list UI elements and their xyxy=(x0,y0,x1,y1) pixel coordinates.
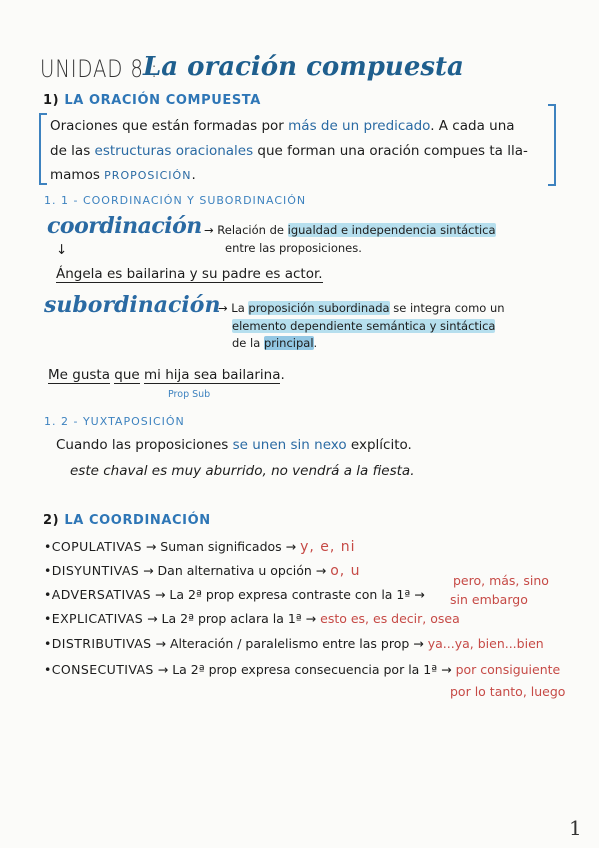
coord-item-explicativas: •EXPLICATIVAS → La 2ª prop aclara la 1ª → esto es, es decir, osea xyxy=(44,611,460,626)
def-line-2: de las estructuras oracionales que forman una oración compues ta lla- xyxy=(50,143,528,159)
coord-item-consecutivas: •CONSECUTIVAS → La 2ª prop expresa consecuencia por la 1ª → por consiguiente xyxy=(44,662,561,677)
left-bracket xyxy=(39,113,47,185)
def-line-1: Oraciones que están formadas por más de un predicado. A cada una xyxy=(50,118,515,134)
section-1-1-heading: 1. 1 - COORDINACIÓN Y SUBORDINACIÓN xyxy=(44,194,307,207)
coord-example: Ángela es bailarina y su padre es actor. xyxy=(56,266,323,282)
coord-def-line-2: entre las proposiciones. xyxy=(225,241,362,255)
section-1-heading: 1) LA ORACIÓN COMPUESTA xyxy=(43,93,261,108)
coord-item-copulativas: •COPULATIVAS → Suman significados → y, e, ni xyxy=(44,539,356,555)
sub-example: Me gusta que mi hija sea bailarina. xyxy=(48,367,285,383)
down-arrow: ↓ xyxy=(56,242,68,258)
yuxta-example: este chaval es muy aburrido, no vendrá a la fiesta. xyxy=(70,463,415,479)
subordinacion-word: subordinación xyxy=(44,292,221,318)
right-bracket xyxy=(548,104,556,186)
page-number: 1 xyxy=(569,816,582,840)
sub-def-line-3: de la principal. xyxy=(232,336,318,350)
prop-sub-label: Prop Sub xyxy=(168,389,211,400)
section-1-2-heading: 1. 2 - YUXTAPOSICIÓN xyxy=(44,415,185,428)
adversativas-nexos: pero, más, sino xyxy=(453,573,549,588)
sub-def-line-1: → La proposición subordinada se integra como un xyxy=(218,301,505,315)
adversativas-nexos-extra: sin embargo xyxy=(450,592,528,607)
title-script: La oración compuesta xyxy=(143,52,464,82)
title-unit: UNIDAD 8 : xyxy=(40,55,159,83)
coord-item-adversativas: •ADVERSATIVAS → La 2ª prop expresa contraste con la 1ª → xyxy=(44,587,425,602)
coord-item-disyuntivas: •DISYUNTIVAS → Dan alternativa u opción → o, u xyxy=(44,563,361,579)
coord-def-line-1: → Relación de igualdad e independencia sintáctica xyxy=(204,223,496,237)
consecutivas-nexos-extra: por lo tanto, luego xyxy=(450,684,566,699)
coordinacion-word: coordinación xyxy=(47,213,202,239)
sub-def-line-2: elemento dependiente semántica y sintáctica xyxy=(232,319,496,333)
yuxta-def: Cuando las proposiciones se unen sin nexo explícito. xyxy=(56,437,412,453)
coord-item-distributivas: •DISTRIBUTIVAS → Alteración / paralelismo entre las prop → ya...ya, bien...bien xyxy=(44,636,544,651)
def-line-3: mamos PROPOSICIÓN. xyxy=(50,167,196,183)
section-2-heading: 2) LA COORDINACIÓN xyxy=(43,513,211,528)
